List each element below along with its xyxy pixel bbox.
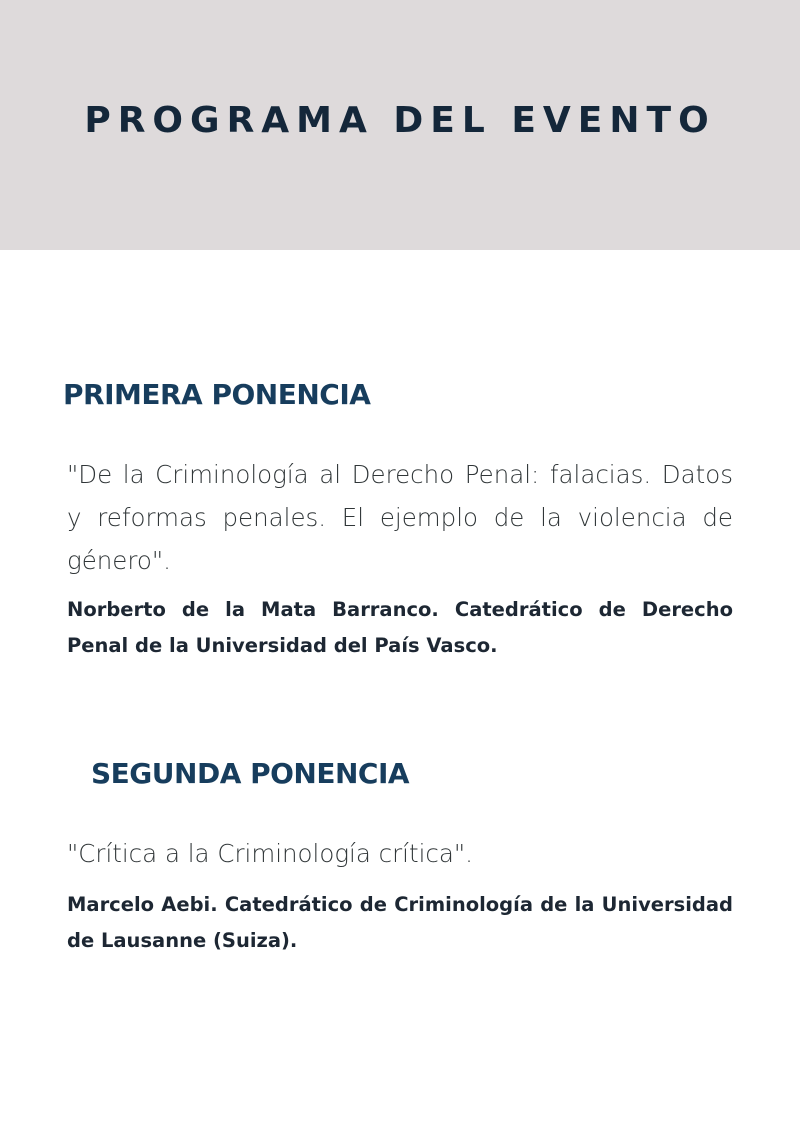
- speaker-second: Marcelo Aebi. Catedrático de Criminología de la Universidad de Lausanne (Suiza).: [67, 893, 733, 952]
- section-heading-second: SEGUNDA PONENCIA: [91, 757, 410, 790]
- talk-title-second: "Crítica a la Criminología crítica".: [67, 839, 473, 868]
- talk-title-first: "De la Criminología al Derecho Penal: falacias. Datos y reformas penales. El ejemplo de la violencia de género".: [67, 460, 733, 575]
- section-heading-first: PRIMERA PONENCIA: [63, 378, 371, 411]
- speaker-first: Norberto de la Mata Barranco. Catedrático de Derecho Penal de la Universidad del País Vasco.: [67, 598, 733, 657]
- header-banner: [0, 0, 800, 250]
- page-title: PROGRAMA DEL EVENTO: [84, 100, 716, 141]
